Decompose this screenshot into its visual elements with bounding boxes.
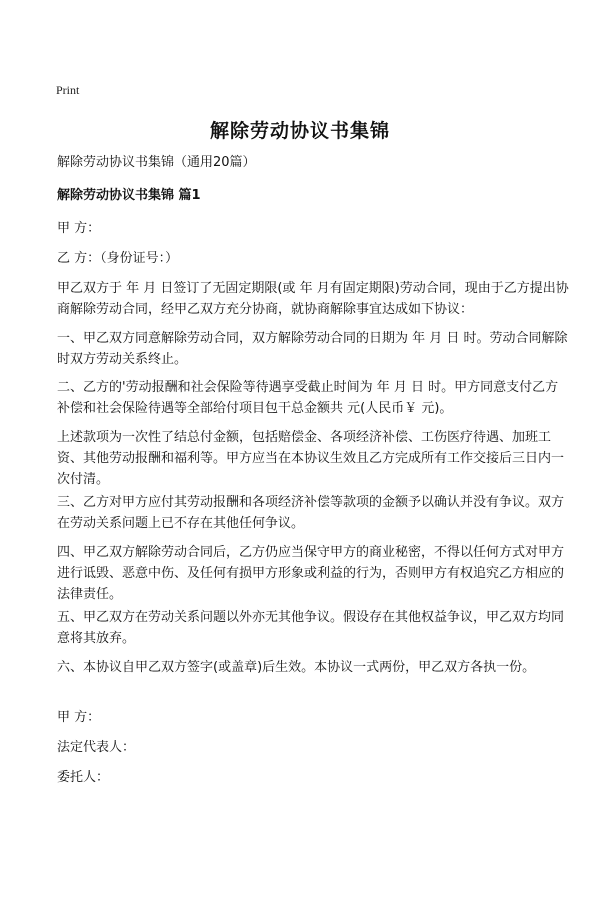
clause-3: 三、乙方对甲方应付其劳动报酬和各项经济补偿等款项的金额予以确认并没有争议。双方在劳动关系问题上已不存在其他任何争议。	[57, 495, 565, 531]
signature-legal-representative: 法定代表人：	[57, 740, 136, 755]
signature-party-a: 甲 方：	[57, 710, 101, 725]
document-title: 解除劳动协议书集锦	[209, 120, 390, 142]
clause-4: 四、甲乙双方解除劳动合同后，乙方仍应当保守甲方的商业秘密，不得以任何方式对甲方进行诋毁、恶意中伤、及任何有损甲方形象或利益的行为，否则甲方有权追究乙方相应的法律责任。	[57, 545, 565, 602]
party-b-line: 乙 方：（身份证号：）	[57, 251, 179, 266]
clause-5: 五、甲乙双方在劳动关系问题以外亦无其他争议。假设存在其他权益争议，甲乙双方均同意将其放弃。	[57, 610, 565, 646]
clause-2-detail: 上述款项为一次性了结总付金额，包括赔偿金、各项经济补偿、工伤医疗待遇、加班工资、其他劳动报酬和福利等。甲方应当在本协议生效且乙方完成所有工作交接后三日内一次付清。	[57, 430, 565, 487]
print-label: Print	[56, 83, 80, 97]
clause-2: 二、乙方的'劳动报酬和社会保险等待遇享受截止时间为 年 月 日 时。甲方同意支付乙方补偿和社会保险待遇等全部给付项目包干总金额共 元(人民币￥ 元)。	[57, 380, 559, 416]
intro-paragraph: 甲乙双方于 年 月 日签订了无固定期限(或 年 月有固定期限)劳动合同，现由于乙方提出协商解除劳动合同，经甲乙双方充分协商，就协商解除事宜达成如下协议：	[57, 281, 569, 317]
signature-agent: 委托人：	[57, 770, 110, 785]
clause-6: 六、本协议自甲乙双方签字(或盖章)后生效。本协议一式两份，甲乙双方各执一份。	[57, 660, 536, 675]
party-a-line: 甲 方：	[57, 221, 101, 236]
section-heading: 解除劳动协议书集锦 篇1	[57, 188, 201, 203]
document-subtitle: 解除劳动协议书集锦（通用20篇）	[57, 155, 256, 170]
clause-1: 一、甲乙双方同意解除劳动合同，双方解除劳动合同的日期为 年 月 日 时。劳动合同解除时双方劳动关系终止。	[57, 331, 568, 367]
